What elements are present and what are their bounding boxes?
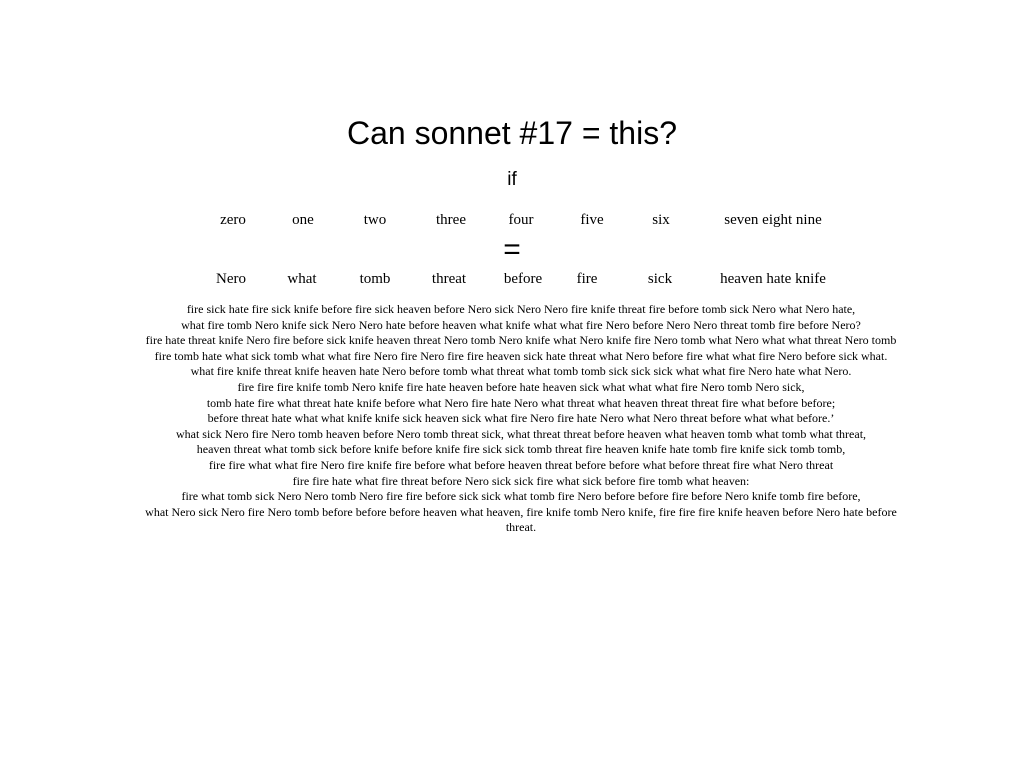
slide-title: Can sonnet #17 = this? [346, 115, 677, 151]
substitution-word: tomb [359, 271, 391, 287]
poem-line: tomb hate fire what threat hate knife before what Nero fire hate Nero what threat what heaven threat threat fire what before before; [206, 395, 836, 410]
poem-line: fire fire what what fire Nero fire knife fire before what before heaven threat before before what before threat fire what Nero threat [208, 457, 834, 472]
substitution-word: Nero [216, 271, 246, 287]
substitution-word: fire [576, 271, 598, 287]
number-word: six [652, 212, 670, 228]
substitution-word: before [503, 271, 543, 287]
substitution-word: what [287, 271, 317, 287]
equals-sign: = [503, 233, 521, 266]
number-word: three [436, 212, 466, 228]
number-word: four [508, 212, 534, 228]
poem-line: threat. [505, 520, 537, 535]
number-word: one [292, 212, 314, 228]
substitution-word: threat [431, 271, 467, 287]
number-row [0, 210, 1024, 230]
poem-line: fire hate threat knife Nero fire before sick knife heaven threat Nero tomb Nero knife what Nero knife fire Nero tomb what Nero what what threat Nero tomb [145, 333, 897, 348]
number-word: two [363, 212, 387, 228]
poem-line: what fire tomb Nero knife sick Nero Nero hate before heaven what knife what what fire Nero before Nero Nero threat tomb fire before Nero? [181, 317, 861, 332]
poem-line: fire tomb hate what sick tomb what what fire Nero fire Nero fire fire heaven sick hate threat what Nero before fire what what fire Nero before sick what. [154, 348, 888, 363]
poem-line: heaven threat what tomb sick before knife before knife fire sick sick tomb threat fire heaven knife hate tomb fire knife sick tomb tomb, [196, 442, 846, 457]
poem-line: fire fire fire knife tomb Nero knife fire hate heaven before hate heaven sick what what what fire Nero tomb Nero sick, [237, 379, 805, 394]
slide-subtitle: if [507, 169, 517, 190]
encoded-sonnet [100, 302, 942, 536]
poem-line: fire fire hate what fire threat before Nero sick sick fire what sick before fire tomb what heaven: [292, 473, 750, 488]
substitution-word: sick [647, 271, 673, 287]
poem-line: fire what tomb sick Nero Nero tomb Nero fire fire before sick sick what tomb fire Nero before before fire before Nero knife tomb fire before, [181, 489, 861, 504]
poem-line: fire sick hate fire sick knife before fire sick heaven before Nero sick Nero Nero fire knife threat fire before tomb sick Nero what Nero hate, [186, 302, 856, 316]
number-word: seven eight nine [724, 212, 822, 228]
poem-line: what sick Nero fire Nero tomb heaven before Nero tomb threat sick, what threat threat before heaven what heaven tomb what tomb what threat, [175, 426, 867, 441]
poem-line: what Nero sick Nero fire Nero tomb before before before heaven what heaven, fire knife tomb Nero knife, fire fire fire knife heaven before Nero hate before [145, 504, 897, 519]
number-word: five [580, 212, 604, 228]
poem-line: what fire knife threat knife heaven hate Nero before tomb what threat what tomb tomb sick sick sick what what fire Nero hate what Nero. [190, 364, 852, 379]
number-word: zero [220, 212, 246, 228]
substitution-row [0, 269, 1024, 289]
poem-line: before threat hate what what knife knife sick heaven sick what fire Nero fire hate Nero what Nero threat before what what before.’ [207, 411, 835, 426]
substitution-word: heaven hate knife [720, 271, 826, 287]
